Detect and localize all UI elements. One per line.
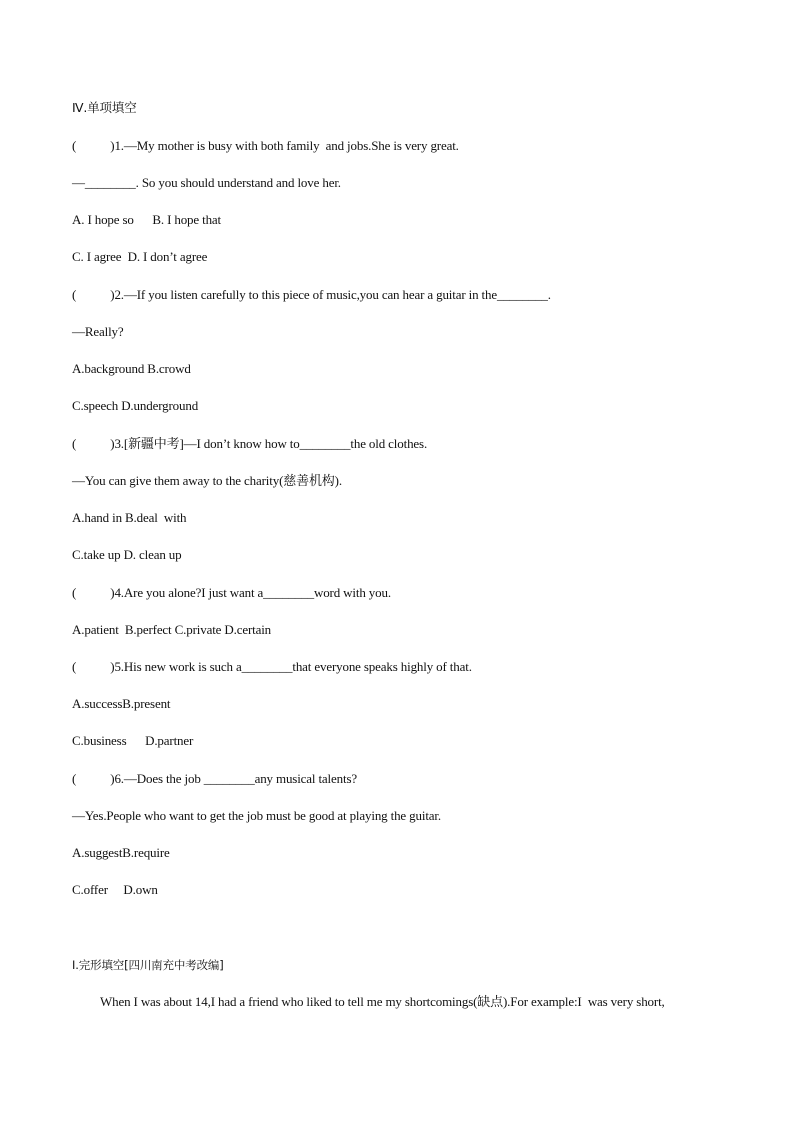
question-2-stem: ( )2.—If you listen carefully to this piece of music,you can hear a guitar in the________. — [72, 287, 551, 302]
question-3-stem: ( )3.[新疆中考]—I don’t know how to________the old clothes. — [72, 436, 428, 451]
question-2-response: —Really? — [72, 324, 124, 339]
question-3-response: —You can give them away to the charity(慈善机构). — [72, 473, 342, 488]
question-1-stem: ( )1.—My mother is busy with both family and jobs.She is very great. — [72, 138, 459, 153]
question-5-stem: ( )5.His new work is such a________that everyone speaks highly of that. — [72, 659, 472, 674]
question-1-options-cd: C. I agree D. I don’t agree — [72, 249, 208, 264]
question-1-response: —________. So you should understand and love her. — [72, 175, 341, 190]
question-2-options-cd: C.speech D.underground — [72, 398, 199, 413]
question-2-options-ab: A.background B.crowd — [72, 361, 191, 376]
question-1-options-ab: A. I hope so B. I hope that — [72, 212, 222, 227]
question-4-stem: ( )4.Are you alone?I just want a________word with you. — [72, 585, 391, 600]
question-6-options-cd: C.offer D.own — [72, 882, 158, 897]
question-5-options-ab: A.successB.present — [72, 696, 171, 711]
question-4-options: A.patient B.perfect C.private D.certain — [72, 622, 272, 637]
cloze-paragraph: When I was about 14,I had a friend who liked to tell me my shortcomings(缺点).For example:I was very short, — [100, 994, 665, 1009]
question-6-response: —Yes.People who want to get the job must be good at playing the guitar. — [72, 808, 441, 823]
question-3-options-cd: C.take up D. clean up — [72, 547, 182, 562]
section-heading-single-choice: Ⅳ.单项填空 — [72, 100, 137, 115]
question-5-options-cd: C.business D.partner — [72, 733, 194, 748]
question-6-options-ab: A.suggestB.require — [72, 845, 170, 860]
question-3-options-ab: A.hand in B.deal with — [72, 510, 187, 525]
section-heading-cloze: Ⅰ.完形填空[四川南充中考改编] — [72, 958, 224, 972]
question-6-stem: ( )6.—Does the job ________any musical talents? — [72, 771, 357, 786]
